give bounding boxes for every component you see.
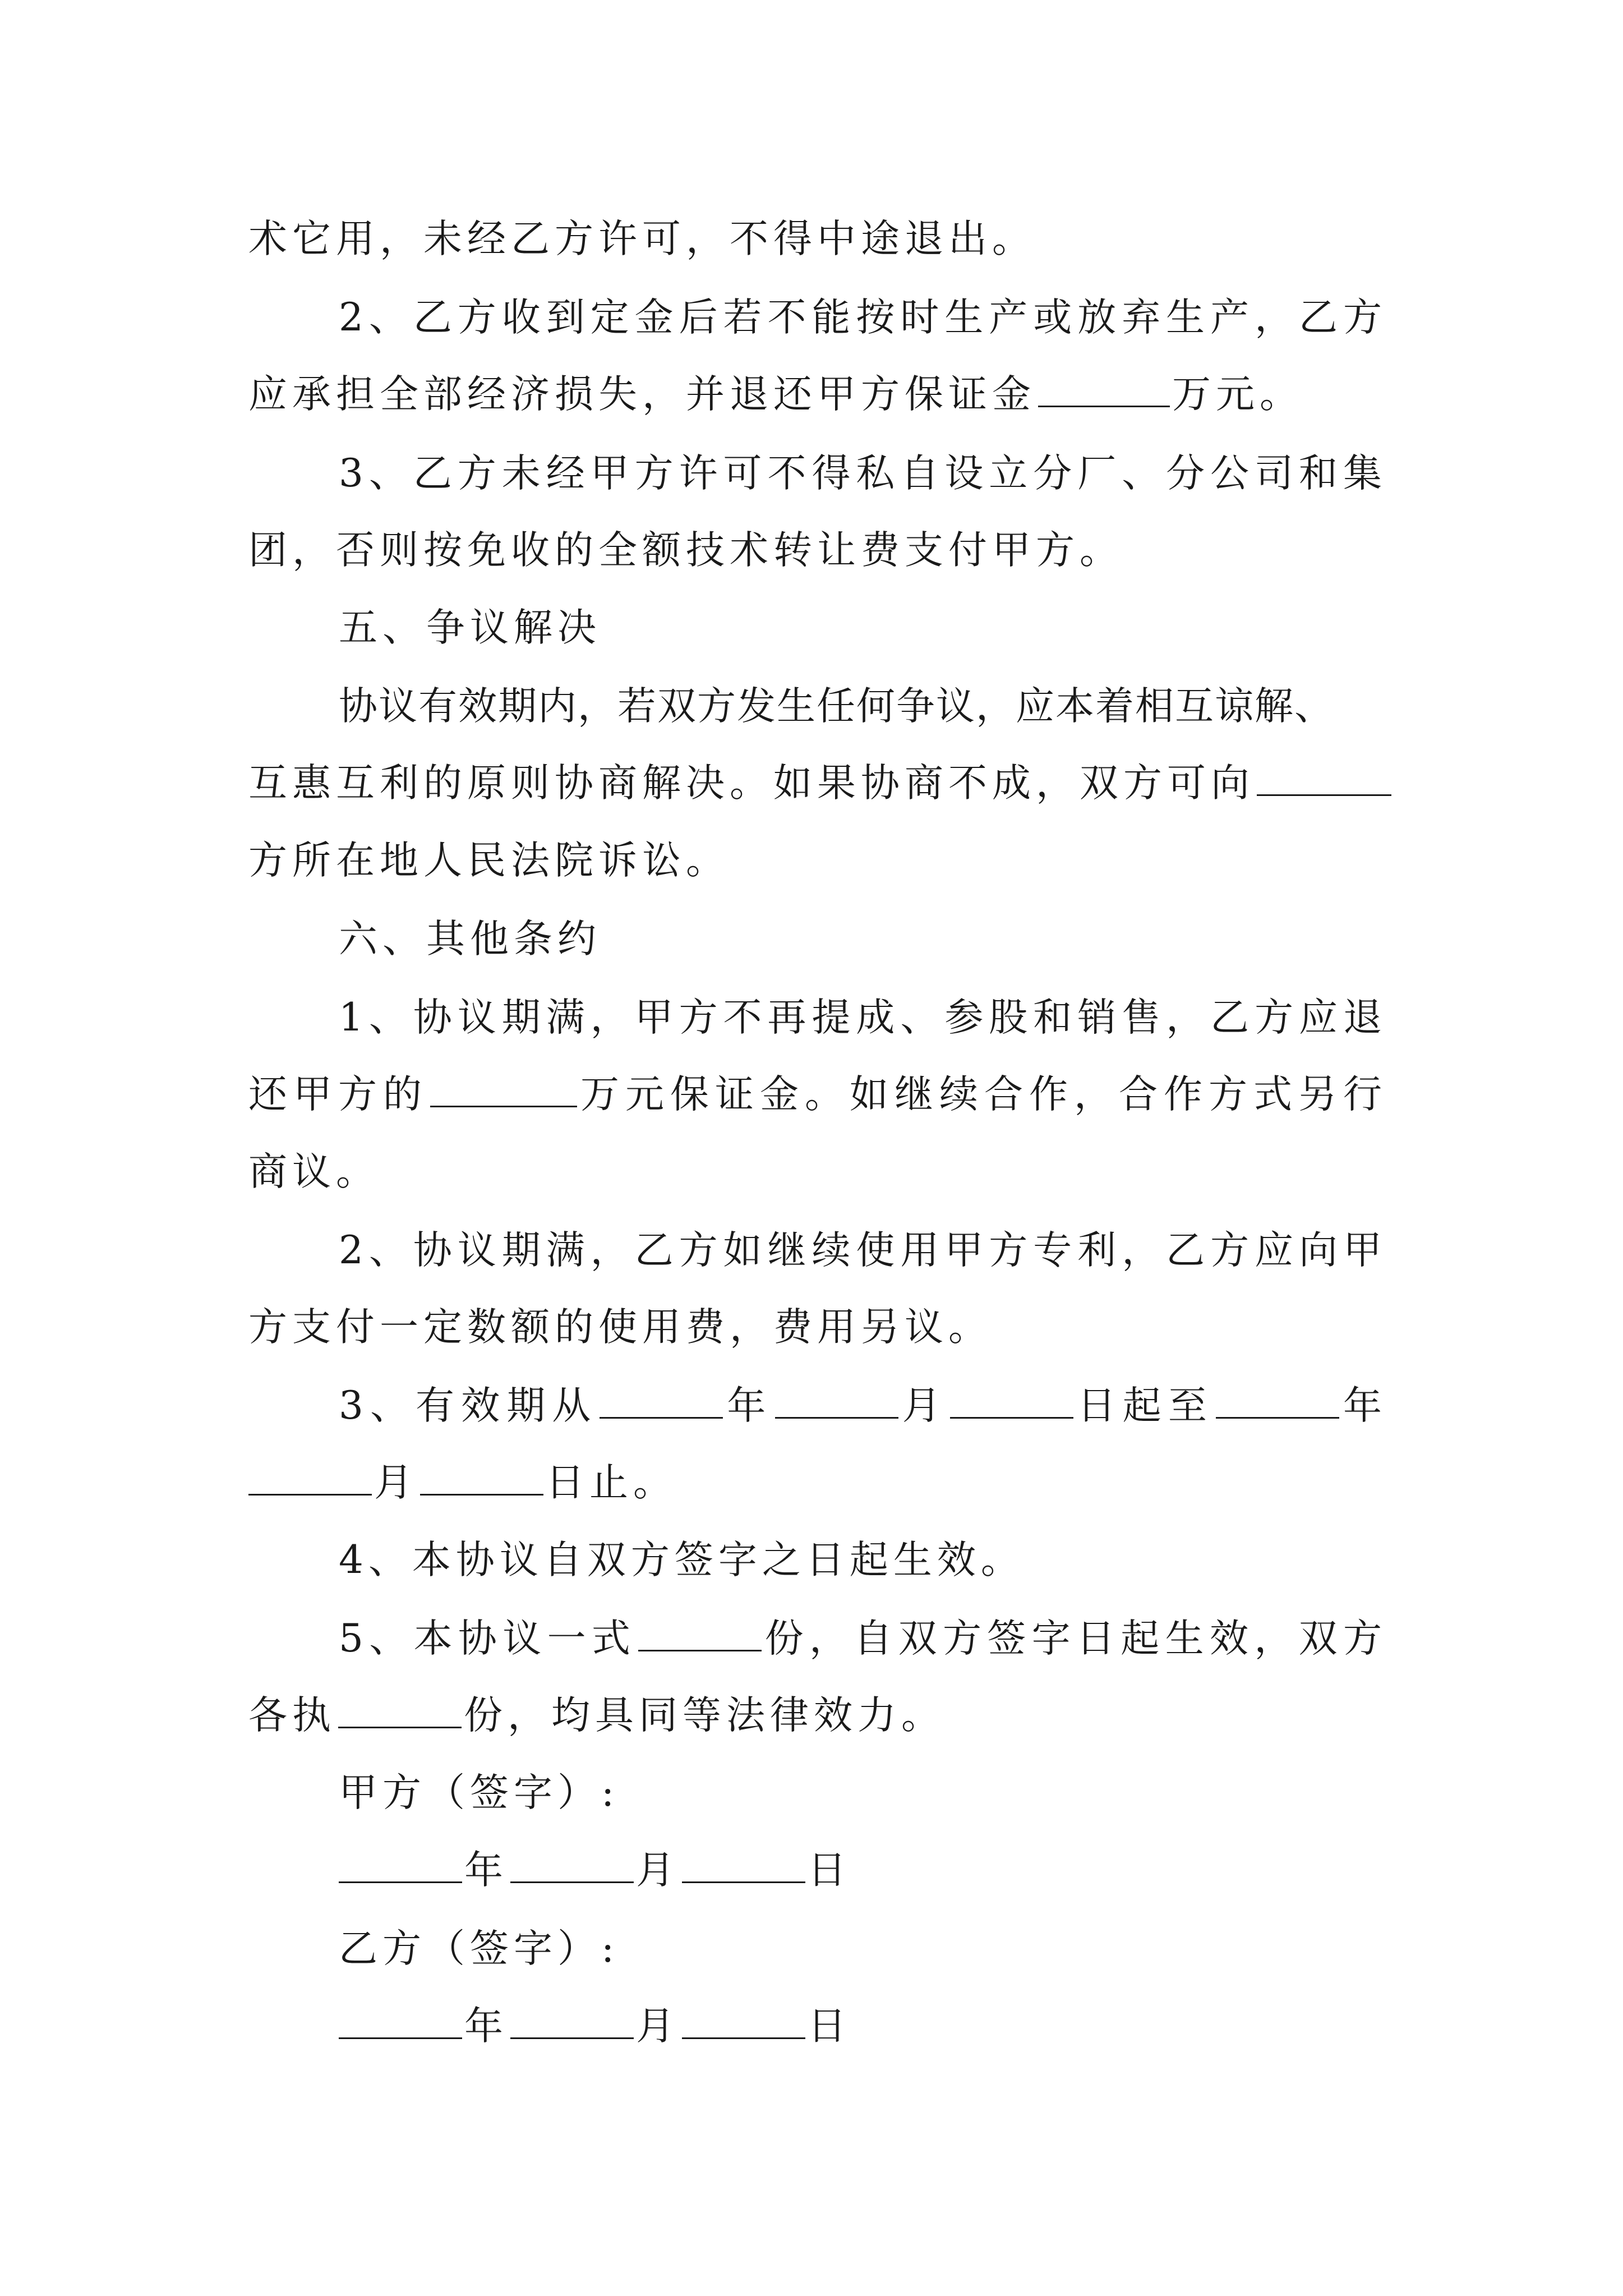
text: 4、本协议自双方签字之日起生效。	[339, 1538, 1025, 1582]
paragraph-line	[339, 442, 1387, 505]
text: 2、协议期满，乙方如继续使用甲方专利，乙方应向甲	[339, 1228, 1387, 1273]
text: 份，均具同等法律效力。	[464, 1693, 945, 1738]
fill-in-blank[interactable]	[600, 1384, 723, 1419]
fill-in-blank[interactable]	[1038, 373, 1170, 407]
signature-date-party-a	[339, 1839, 1387, 1902]
fill-in-blank[interactable]	[420, 1461, 543, 1496]
text: 年	[464, 2004, 508, 2049]
paragraph-line	[248, 1296, 1387, 1359]
fill-in-blank[interactable]	[510, 2005, 634, 2039]
fill-in-blank[interactable]	[430, 1073, 577, 1107]
text: 万元。	[1172, 372, 1303, 417]
text: 术它用，未经乙方许可，不得中途退出。	[248, 217, 1036, 261]
paragraph-line	[248, 1140, 1387, 1203]
paragraph-line	[339, 1529, 1387, 1591]
text: 年	[1341, 1383, 1387, 1428]
text: 月	[636, 2004, 680, 2049]
paragraph-line	[339, 286, 1387, 349]
text: 3、有效期从	[339, 1383, 598, 1428]
text: 年	[464, 1848, 508, 1893]
fill-in-blank[interactable]	[1257, 762, 1391, 796]
signature-label-party-b	[339, 1917, 1387, 1980]
fill-in-blank[interactable]	[510, 1849, 634, 1883]
paragraph-line	[248, 363, 1387, 426]
paragraph-line	[339, 1219, 1387, 1282]
paragraph-line	[248, 519, 1387, 582]
text: 日	[808, 1848, 851, 1893]
text: 方所在地人民法院诉讼。	[248, 838, 730, 883]
text: 应承担全部经济损失，并退还甲方保证金	[248, 372, 1036, 417]
paragraph-line	[248, 1684, 1387, 1747]
signature-date-party-b	[339, 1995, 1387, 2058]
fill-in-blank[interactable]	[248, 1461, 372, 1496]
text: 3、乙方未经甲方许可不得私自设立分厂、分公司和集	[339, 451, 1387, 496]
text: 五、争议解决	[339, 605, 601, 650]
text: 月	[900, 1383, 948, 1428]
paragraph-line	[248, 1451, 1387, 1514]
text: 月	[636, 1848, 680, 1893]
text: 方支付一定数额的使用费，费用另议。	[248, 1305, 992, 1350]
text: 年	[725, 1383, 773, 1428]
paragraph-line	[248, 1063, 1387, 1126]
fill-in-blank[interactable]	[638, 1617, 762, 1651]
fill-in-blank[interactable]	[339, 2005, 462, 2039]
paragraph-line	[248, 829, 1387, 892]
fill-in-blank[interactable]	[950, 1384, 1073, 1419]
text: 商议。	[248, 1149, 380, 1194]
text: 万元保证金。如继续合作，合作方式另行	[579, 1072, 1387, 1117]
text: 六、其他条约	[339, 917, 601, 961]
text: 甲方（签字）:	[339, 1770, 620, 1815]
text: 日起至	[1075, 1383, 1214, 1428]
paragraph-line	[339, 986, 1387, 1049]
text: 月	[374, 1460, 418, 1505]
fill-in-blank[interactable]	[682, 2005, 805, 2039]
text: 2、乙方收到定金后若不能按时生产或放弃生产，乙方	[339, 295, 1387, 340]
text: 互惠互利的原则协商解决。如果协商不成，双方可向	[248, 761, 1255, 806]
fill-in-blank[interactable]	[338, 1694, 462, 1728]
text: 各执	[248, 1693, 336, 1738]
fill-in-blank[interactable]	[775, 1384, 898, 1419]
text: 团，否则按免收的全额技术转让费支付甲方。	[248, 528, 1123, 573]
text: 5、本协议一式	[339, 1616, 637, 1661]
paragraph-line	[339, 675, 1387, 738]
fill-in-blank[interactable]	[682, 1849, 805, 1883]
section-heading	[339, 908, 1387, 970]
text: 日	[808, 2004, 851, 2049]
text: 还甲方的	[248, 1072, 428, 1117]
signature-label-party-a	[339, 1761, 1387, 1824]
paragraph-line	[339, 1374, 1387, 1437]
paragraph-line	[248, 208, 1387, 270]
text: 协议有效期内，若双方发生任何争议，应本着相互谅解、	[339, 684, 1334, 729]
text: 日止。	[546, 1460, 677, 1505]
fill-in-blank[interactable]	[1216, 1384, 1339, 1419]
text: 乙方（签字）:	[339, 1926, 620, 1971]
paragraph-line	[339, 1607, 1387, 1670]
paragraph-line	[248, 752, 1387, 815]
text: 1、协议期满，甲方不再提成、参股和销售，乙方应退	[339, 995, 1387, 1040]
text: 份，自双方签字日起生效，双方	[764, 1616, 1387, 1661]
fill-in-blank[interactable]	[339, 1849, 462, 1883]
section-heading	[339, 596, 1387, 659]
